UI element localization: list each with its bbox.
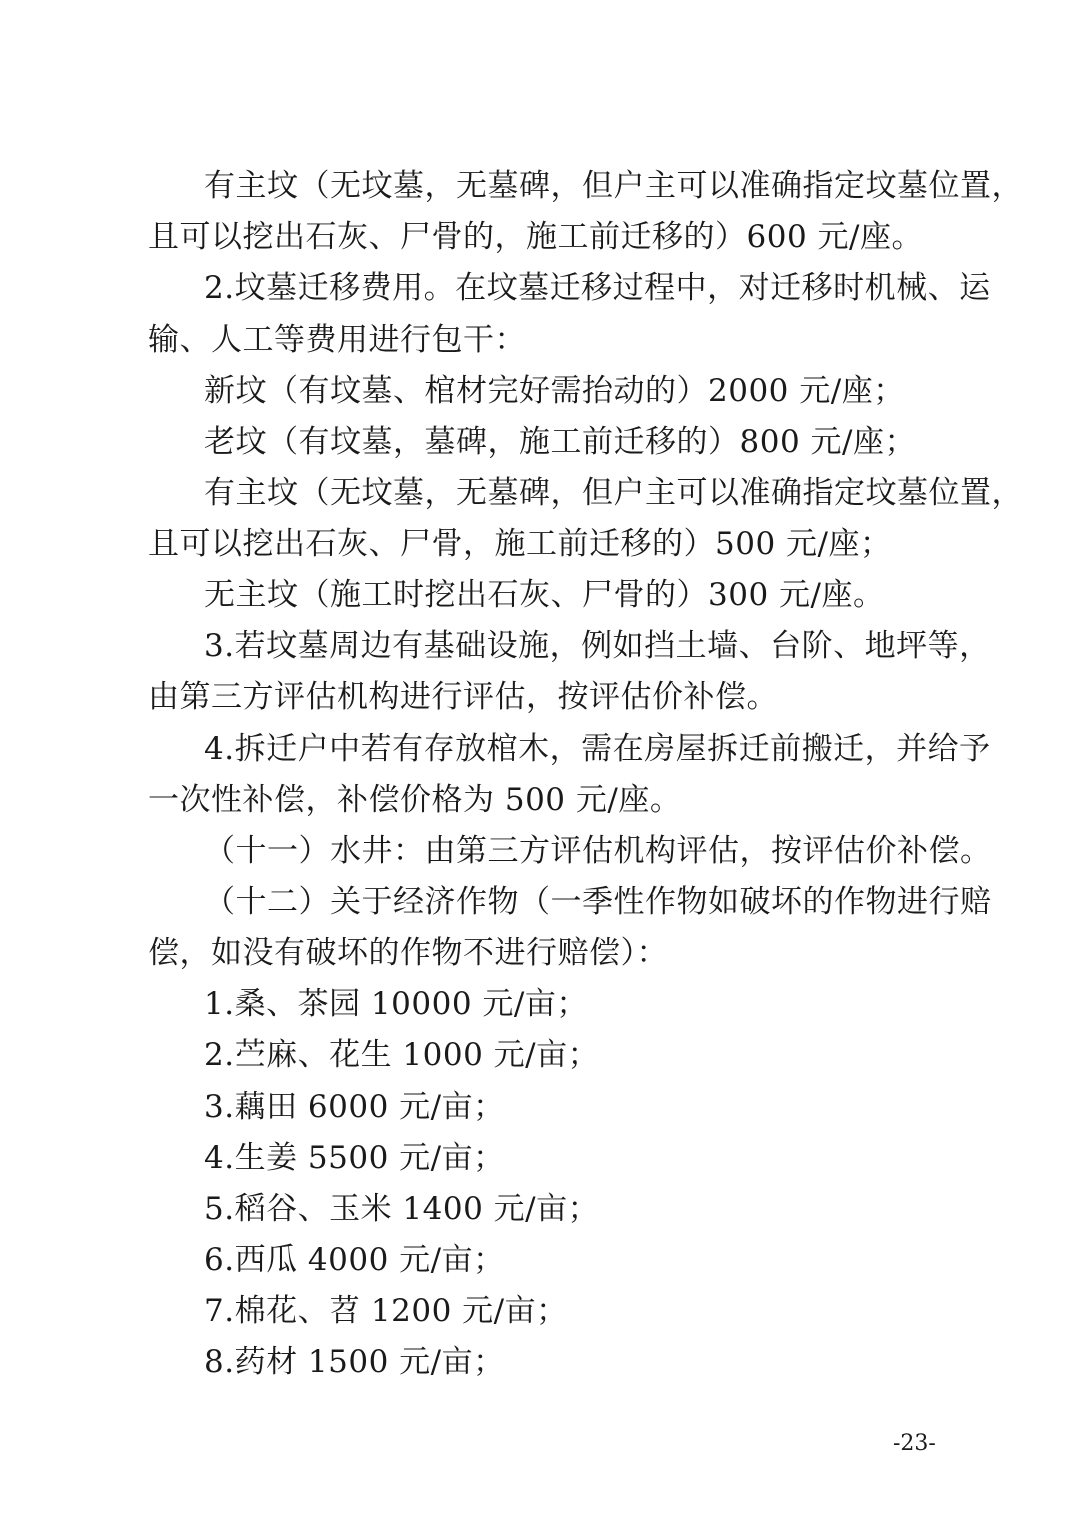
text-line-5: 新坟（有坟墓、棺材完好需抬动的）2000 元/座； [204, 373, 905, 409]
list-item-7: 7.棉花、苕 1200 元/亩； [204, 1293, 568, 1329]
text-line-9: 无主坟（施工时挖出石灰、尸骨的）300 元/座。 [204, 577, 885, 613]
list-item-8: 8.药材 1500 元/亩； [204, 1344, 505, 1380]
list-item-6: 6.西瓜 4000 元/亩； [204, 1242, 505, 1278]
text-line-11: 由第三方评估机构进行评估，按评估价补偿。 [148, 679, 778, 715]
text-line-2: 且可以挖出石灰、尸骨的，施工前迁移的）600 元/座。 [148, 219, 923, 255]
text-line-12: 4.拆迁户中若有存放棺木，需在房屋拆迁前搬迁，并给予 [204, 731, 991, 767]
list-item-5: 5.稻谷、玉米 1400 元/亩； [204, 1191, 600, 1227]
list-item-1: 1.桑、茶园 10000 元/亩； [204, 986, 588, 1022]
text-line-1: 有主坟（无坟墓，无墓碑，但户主可以准确指定坟墓位置， [204, 168, 1023, 204]
list-item-4: 4.生姜 5500 元/亩； [204, 1140, 505, 1176]
list-item-2: 2.苎麻、花生 1000 元/亩； [204, 1037, 600, 1073]
text-line-8: 且可以挖出石灰、尸骨，施工前迁移的）500 元/座； [148, 526, 892, 562]
text-line-15: （十二）关于经济作物（一季性作物如破坏的作物进行赔 [204, 884, 992, 920]
text-line-4: 输、人工等费用进行包干： [148, 322, 526, 358]
text-line-16: 偿，如没有破坏的作物不进行赔偿）： [148, 935, 668, 971]
text-line-13: 一次性补偿，补偿价格为 500 元/座。 [148, 782, 682, 818]
text-line-10: 3.若坟墓周边有基础设施，例如挡土墙、台阶、地坪等， [204, 628, 991, 664]
text-line-3: 2.坟墓迁移费用。在坟墓迁移过程中，对迁移时机械、运 [204, 270, 991, 306]
page-number: -23- [893, 1431, 936, 1456]
list-item-3: 3.藕田 6000 元/亩； [204, 1089, 505, 1125]
text-line-7: 有主坟（无坟墓，无墓碑，但户主可以准确指定坟墓位置， [204, 475, 1023, 511]
text-line-6: 老坟（有坟墓，墓碑，施工前迁移的）800 元/座； [204, 424, 916, 460]
text-line-14: （十一）水井：由第三方评估机构评估，按评估价补偿。 [204, 833, 992, 869]
